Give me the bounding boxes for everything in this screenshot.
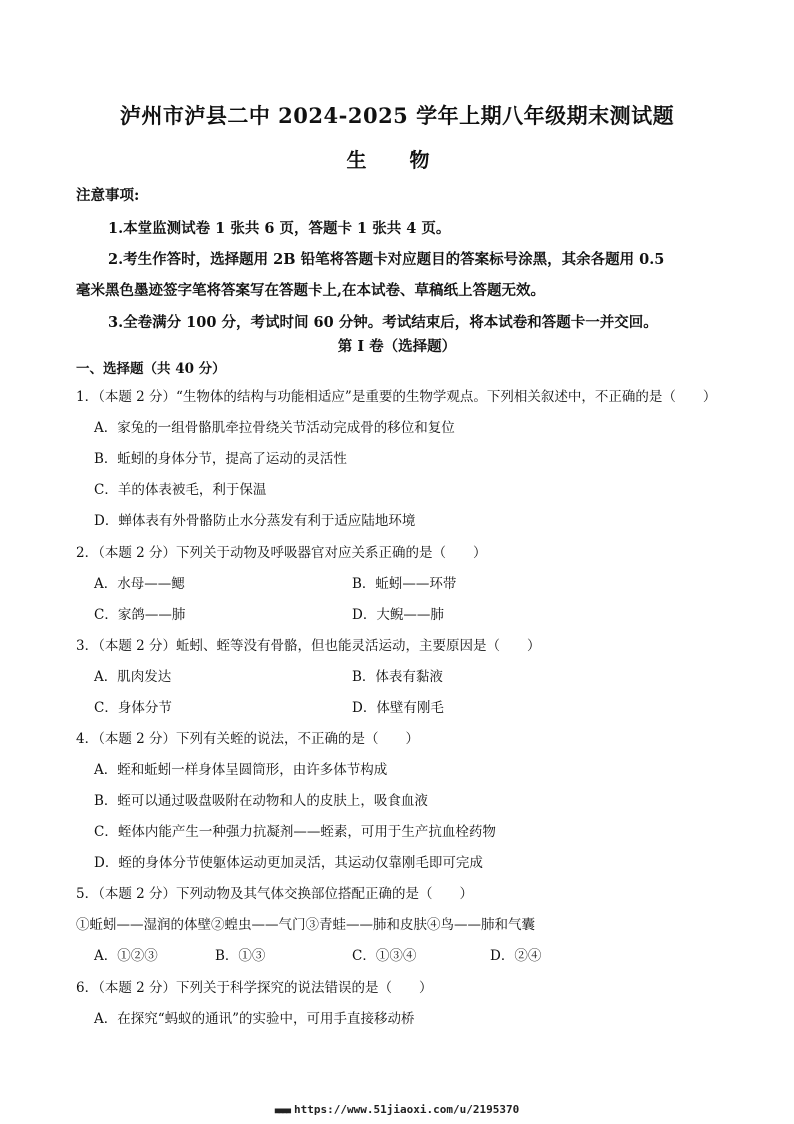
question-5-items: ①蚯蚓——湿润的体壁②蝗虫——气门③青蛙——肺和皮肤④鸟——肺和气囊 — [76, 917, 535, 933]
notice-item-2: 2.考生作答时，选择题用 2B 铅笔将答题卡对应题目的答案标号涂黑，其余各题用 0.5 — [108, 251, 665, 268]
question-1-stem: 1．（本题 2 分）“生物体的结构与功能相适应”是重要的生物学观点。下列相关叙述中，不正确的是（ ） — [76, 389, 717, 405]
question-3-option-d: D．体壁有刚毛 — [352, 700, 444, 716]
notice-item-1: 1.本堂监测试卷 1 张共 6 页，答题卡 1 张共 4 页。 — [108, 220, 451, 237]
question-4-option-a: A．蛭和蚯蚓一样身体呈圆筒形，由许多体节构成 — [94, 762, 388, 778]
question-3-option-b: B．体表有黏液 — [352, 669, 443, 685]
part-title: 第 I 卷（选择题） — [337, 338, 457, 355]
question-5-option-d: D．②④ — [490, 948, 542, 964]
question-1-option-c: C．羊的体表被毛，利于保温 — [94, 482, 267, 498]
footer-url[interactable]: https://www.51jiaoxi.com/u/2195370 — [294, 1103, 520, 1116]
notice-heading: 注意事项: — [76, 187, 140, 204]
section-heading: 一、选择题（共 40 分） — [76, 361, 226, 377]
question-2-option-c: C．家鸽——肺 — [94, 607, 186, 623]
footer-watermark-mark: ■■■■ — [274, 1106, 291, 1115]
question-3-stem: 3．（本题 2 分）蚯蚓、蛭等没有骨骼，但也能灵活运动，主要原因是（ ） — [76, 638, 541, 654]
question-5-option-b: B．①③ — [215, 948, 266, 964]
question-1-option-d: D．蝉体表有外骨骼防止水分蒸发有利于适应陆地环境 — [94, 513, 416, 529]
question-1-option-a: A．家兔的一组骨骼肌牵拉骨绕关节活动完成骨的移位和复位 — [94, 420, 455, 436]
question-5-option-c: C．①③④ — [352, 948, 417, 964]
question-2-stem: 2．（本题 2 分）下列关于动物及呼吸器官对应关系正确的是（ ） — [76, 545, 487, 561]
notice-item-3: 3.全卷满分 100 分，考试时间 60 分钟。考试结束后，将本试卷和答题卡一并交回。 — [108, 314, 658, 331]
question-1-option-b: B．蚯蚓的身体分节，提高了运动的灵活性 — [94, 451, 347, 467]
question-4-option-d: D．蛭的身体分节使躯体运动更加灵活，其运动仅靠刚毛即可完成 — [94, 855, 483, 871]
page-title: 泸州市泸县二中 2024-2025 学年上期八年级期末测试题 — [119, 103, 675, 128]
question-5-stem: 5．（本题 2 分）下列动物及其气体交换部位搭配正确的是（ ） — [76, 886, 474, 902]
question-4-option-b: B．蛭可以通过吸盘吸附在动物和人的皮肤上，吸食血液 — [94, 793, 428, 809]
question-4-stem: 4．（本题 2 分）下列有关蛭的说法，不正确的是（ ） — [76, 731, 420, 747]
question-2-option-a: A．水母——鳃 — [94, 576, 185, 592]
question-6-stem: 6．（本题 2 分）下列关于科学探究的说法错误的是（ ） — [76, 980, 433, 996]
page-footer — [0, 1103, 794, 1116]
question-3-option-c: C．身体分节 — [94, 700, 172, 716]
notice-item-2-continued: 毫米黑色墨迹签字笔将答案写在答题卡上,在本试卷、草稿纸上答题无效。 — [76, 282, 546, 299]
question-2-option-d: D．大鲵——肺 — [352, 607, 444, 623]
question-2-option-b: B．蚯蚓——环带 — [352, 576, 457, 592]
question-3-option-a: A．肌肉发达 — [94, 669, 172, 685]
subject-title: 生 物 — [346, 148, 448, 172]
question-4-option-c: C．蛭体内能产生一种强力抗凝剂——蛭素，可用于生产抗血栓药物 — [94, 824, 496, 840]
question-5-option-a: A．①②③ — [94, 948, 158, 964]
question-6-option-a: A．在探究“蚂蚁的通讯”的实验中，可用手直接移动桥 — [94, 1011, 415, 1027]
